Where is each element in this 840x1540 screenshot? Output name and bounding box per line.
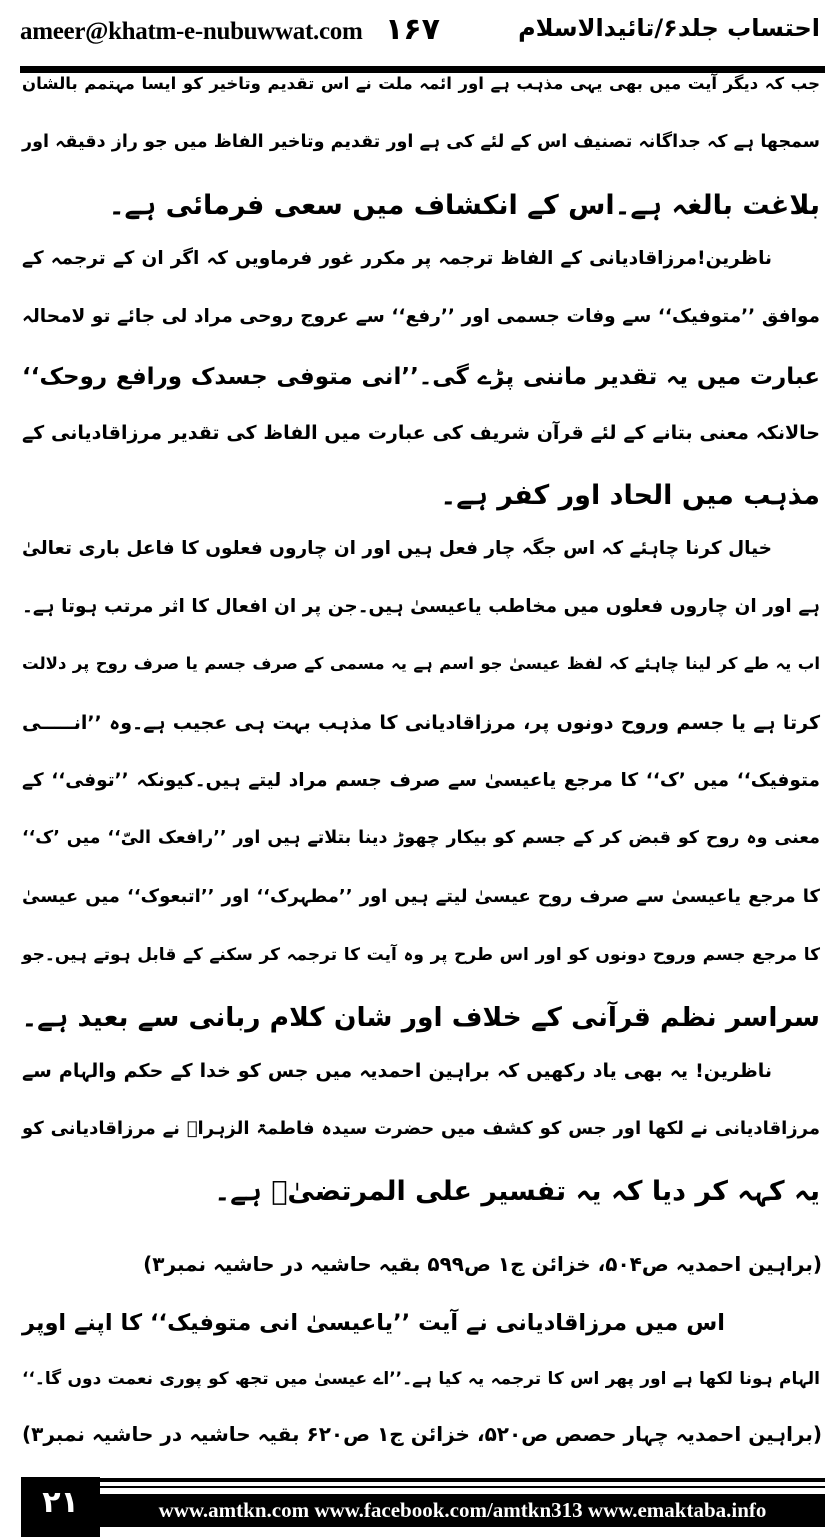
header-email: ameer@khatm-e-nubuwwat.com (20, 18, 363, 45)
text-line: کا مرجع جسم وروح دونوں کو اور اس طرح پر وہ آیت کا ترجمہ کر سکنے کے قابل ہوتے ہیں۔جو (22, 945, 820, 965)
text-line: ناظرین!مرزاقادیانی کے الفاظ ترجمہ پر مکرر غور فرماویں کہ اگر ان کے ترجمہ کے (22, 248, 772, 269)
text-line: حالانکہ معنی بتانے کے لئے قرآن شریف کی عبارت میں الفاظ کی تقدیر مرزاقادیانی کے (22, 422, 820, 444)
text-line: مذہب میں الحاد اور کفر ہے۔ (440, 480, 820, 511)
footer-rule (100, 1486, 825, 1488)
text-line: متوفیک‘‘ میں ’ک‘‘ کا مرجع یاعیسیٰ سے صرف جسم مراد لیتے ہیں۔کیونکہ ’’توفی‘‘ کے (22, 770, 820, 791)
text-line: کا مرجع یاعیسیٰ سے صرف روح عیسیٰ لیتے ہیں اور ’’مطہرک‘‘ اور ’’اتبعوک‘‘ میں عیسیٰ (22, 886, 820, 907)
header-book-title: احتساب جلد۶/تائیدالاسلام (518, 14, 820, 42)
header-rule (20, 66, 825, 73)
text-line: عبارت میں یہ تقدیر ماننی پڑے گی۔’’انی متوفی جسدک ورافع روحک‘‘ (22, 364, 820, 390)
text-line: مرزاقادیانی نے لکھا اور جس کو کشف میں حضرت سیدہ فاطمۃ الزہراؓ نے مرزاقادیانی کو (22, 1118, 820, 1139)
text-line: جب کہ دیگر آیت میں بھی یہی مذہب ہے اور ائمہ ملت نے اس تقدیم وتاخیر کو ایسا مہتمم بالشان (22, 74, 820, 93)
text-line: سراسر نظم قرآنی کے خلاف اور شان کلام ربانی سے بعید ہے۔ (21, 1002, 820, 1033)
footer-links: www.amtkn.com www.facebook.com/amtkn313 www.emaktaba.info (100, 1494, 825, 1527)
text-line: سمجھا ہے کہ جداگانہ تصنیف اس کے لئے کی ہے اور تقدیم وتاخیر الفاظ میں جو راز دقیقہ اور (22, 132, 820, 152)
text-line: کرتا ہے یا جسم وروح دونوں پر، مرزاقادیانی کا مذہب بہت ہی عجیب ہے۔وہ ’’انـــــی (22, 712, 820, 734)
text-line: اس میں مرزاقادیانی نے آیت ’’یاعیسیٰ انی متوفیک‘‘ کا اپنے اوپر (22, 1310, 725, 1336)
citation: (براہین احمدیہ ص۵۰۴، خزائن ج۱ ص۵۹۹ بقیہ حاشیہ در حاشیہ نمبر۳) (143, 1252, 822, 1276)
text-line: معنی وہ روح کو قبض کر کے جسم کو بیکار چھوڑ دینا بتلاتے ہیں اور ’’رافعک الیّ‘‘ میں ’ک‘‘ (22, 828, 820, 848)
text-line: خیال کرنا چاہئے کہ اس جگہ چار فعل ہیں اور ان چاروں فعلوں کا فاعل باری تعالیٰ (22, 538, 772, 559)
citation: (براہین احمدیہ چہار حصص ص۵۲۰، خزائن ج۱ ص۶۲۰ بقیہ حاشیہ در حاشیہ نمبر۳) (22, 1422, 823, 1446)
text-line: بلاغت بالغہ ہے۔اس کے انکشاف میں سعی فرمائی ہے۔ (108, 190, 820, 221)
text-line: ناظرین! یہ بھی یاد رکھیں کہ براہین احمدیہ میں جس کو خدا کے حکم والہام سے (22, 1060, 772, 1082)
text-line: موافق ’’متوفیک‘‘ سے وفات جسمی اور ’’رفع‘‘ سے عروج روحی مراد لی جائے تو لامحالہ (22, 306, 820, 327)
text-line: یہ کہہ کر دیا کہ یہ تفسیر علی المرتضیٰؓ ہے۔ (214, 1176, 820, 1207)
header-page-number: ۱۶۷ (385, 12, 440, 47)
footer-rule (100, 1478, 825, 1482)
text-line: الہام ہونا لکھا ہے اور پھر اس کا ترجمہ یہ کیا ہے۔’’اے عیسیٰ میں تجھ کو پوری نعمت دوں گا۔‘‘ (22, 1369, 820, 1389)
text-line: اب یہ طے کر لینا چاہئے کہ لفظ عیسیٰ جو اسم ہے یہ مسمی کے صرف جسم یا صرف روح پر دلالت (22, 654, 820, 673)
footer-page-number: ۲۱ (21, 1477, 100, 1537)
text-line: ہے اور ان چاروں فعلوں میں مخاطب یاعیسیٰ ہیں۔جن پر ان افعال کا اثر مرتب ہوتا ہے۔ (22, 596, 820, 617)
